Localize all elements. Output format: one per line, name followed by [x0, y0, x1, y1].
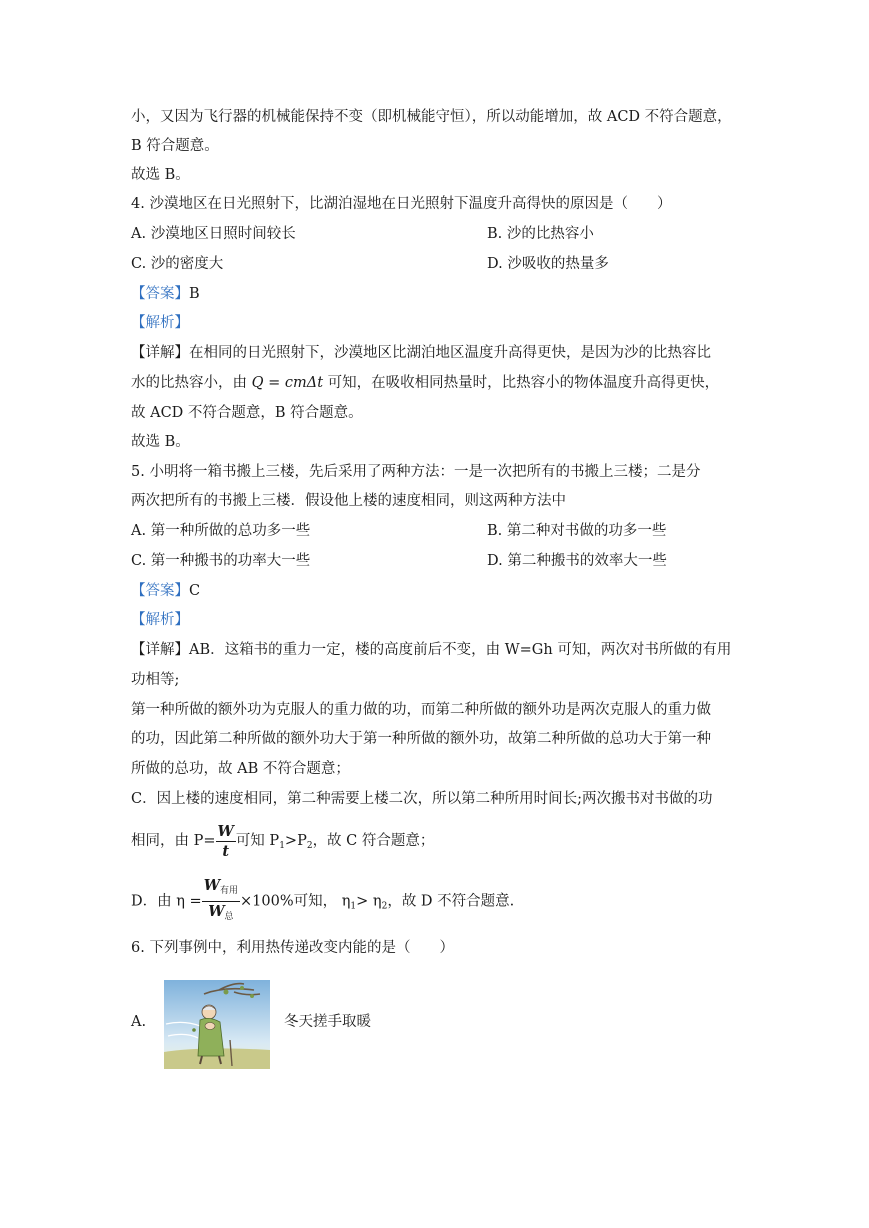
answer-tag: 【答案】: [131, 286, 189, 302]
fraction-numerator: W: [217, 822, 234, 840]
q4-option-b: B. 沙的比热容小: [487, 226, 594, 242]
q4-detail-line: [131, 343, 711, 363]
q4-option-d: D. 沙吸收的热量多: [487, 256, 609, 272]
detail-text: > η: [356, 893, 382, 910]
detail-text: 在相同的日光照射下，沙漠地区比湖泊地区温度升高得更快，是因为沙的比热容比: [189, 345, 711, 361]
subscript: 1: [350, 901, 357, 912]
question-5-stem: 两次把所有的书搬上三楼．假设他上楼的速度相同，则这两种方法中: [131, 493, 566, 509]
detail-text: 可知，在吸收相同热量时，比热容小的物体温度升高得更快，: [323, 375, 720, 391]
question-4-stem: 4. 沙漠地区在日光照射下，比湖泊湿地在日光照射下温度升高得快的原因是（ ）: [131, 196, 672, 212]
text-line: B 符合题意。: [131, 138, 219, 154]
q4-detail-line: 故选 B。: [131, 434, 190, 450]
q5-analysis-tag: 【解析】: [131, 612, 189, 628]
efficiency-fraction: [202, 876, 240, 927]
fraction-denominator: t: [222, 842, 230, 860]
subscript: 2: [306, 841, 313, 851]
detail-text: ，故 C 符合题意；: [312, 833, 435, 849]
rubbing-hands-illustration: [164, 980, 270, 1069]
q5-power-line: [131, 818, 434, 869]
text-line: 故选 B。: [131, 167, 190, 183]
q4-answer: [131, 284, 200, 304]
question-6-stem: 6. 下列事例中，利用热传递改变内能的是（ ）: [131, 940, 454, 956]
q4-analysis-tag: 【解析】: [131, 315, 189, 331]
detail-text: ×100%可知， η: [240, 893, 351, 910]
q4-option-c: C. 沙的密度大: [131, 256, 224, 272]
q5-detail-line: 的功，因此第二种所做的额外功大于第一种所做的额外功，故第二种所做的总功大于第一种: [131, 731, 711, 747]
q5-detail-line: [131, 640, 731, 660]
detail-tag: 【详解】: [131, 345, 189, 361]
subscript: 有用: [219, 886, 238, 896]
detail-text: D．由 η =: [131, 893, 202, 910]
q5-detail-line: 第一种所做的额外功为克服人的重力做的功，而第二种所做的额外功是两次克服人的重力做: [131, 702, 711, 718]
q5-detail-line: 功相等;: [131, 672, 180, 688]
fraction-numerator: $W_{有用}$: [202, 876, 240, 902]
detail-text: AB．这箱书的重力一定，楼的高度前后不变，由 W=Gh 可知，两次对书所做的有用: [189, 642, 732, 658]
subscript: 2: [381, 901, 388, 912]
q5-answer: [131, 581, 200, 601]
answer-value: B: [189, 286, 200, 302]
subscript: 1: [279, 841, 285, 851]
q5-efficiency-line: [131, 876, 514, 932]
q4-option-a: A. 沙漠地区日照时间较长: [131, 226, 296, 242]
detail-text: ，故 D 不符合题意.: [387, 893, 515, 910]
power-fraction: [216, 822, 236, 861]
detail-text: >P: [284, 833, 307, 849]
q5-detail-line: C．因上楼的速度相同，第二种需要上楼二次，所以第二种所用时间长;两次搬书对书做的功: [131, 791, 713, 807]
fraction-denominator: $W_总$: [208, 903, 234, 922]
q6-option-a-text: 冬天搓手取暖: [284, 1014, 371, 1030]
q5-detail-line: 所做的总功，故 AB 不符合题意；: [131, 761, 350, 777]
detail-text: 相同，由 P=: [131, 833, 216, 849]
q6-option-a-label: A.: [131, 1014, 147, 1030]
q5-option-c: C. 第一种搬书的功率大一些: [131, 553, 311, 569]
q5-option-d: D. 第二种搬书的效率大一些: [487, 553, 667, 569]
subscript: 总: [224, 912, 234, 922]
q4-detail-line: [131, 373, 719, 393]
answer-tag: 【答案】: [131, 583, 189, 599]
detail-tag: 【详解】: [131, 642, 189, 658]
q4-detail-line: 故 ACD 不符合题意，B 符合题意。: [131, 405, 363, 421]
question-5-stem: 5. 小明将一箱书搬上三楼，先后采用了两种方法：一是一次把所有的书搬上三楼；二是分: [131, 464, 701, 480]
q5-option-a: A. 第一种所做的总功多一些: [131, 523, 311, 539]
text-line: 小，又因为飞行器的机械能保持不变（即机械能守恒），所以动能增加，故 ACD 不符合题意，: [131, 109, 732, 125]
detail-text: 可知 P: [235, 833, 280, 849]
q5-option-b: B. 第二种对书做的功多一些: [487, 523, 667, 539]
answer-value: C: [189, 583, 201, 599]
heat-formula: Q = cmΔt: [251, 375, 324, 391]
detail-text: 水的比热容小，由: [131, 375, 252, 391]
